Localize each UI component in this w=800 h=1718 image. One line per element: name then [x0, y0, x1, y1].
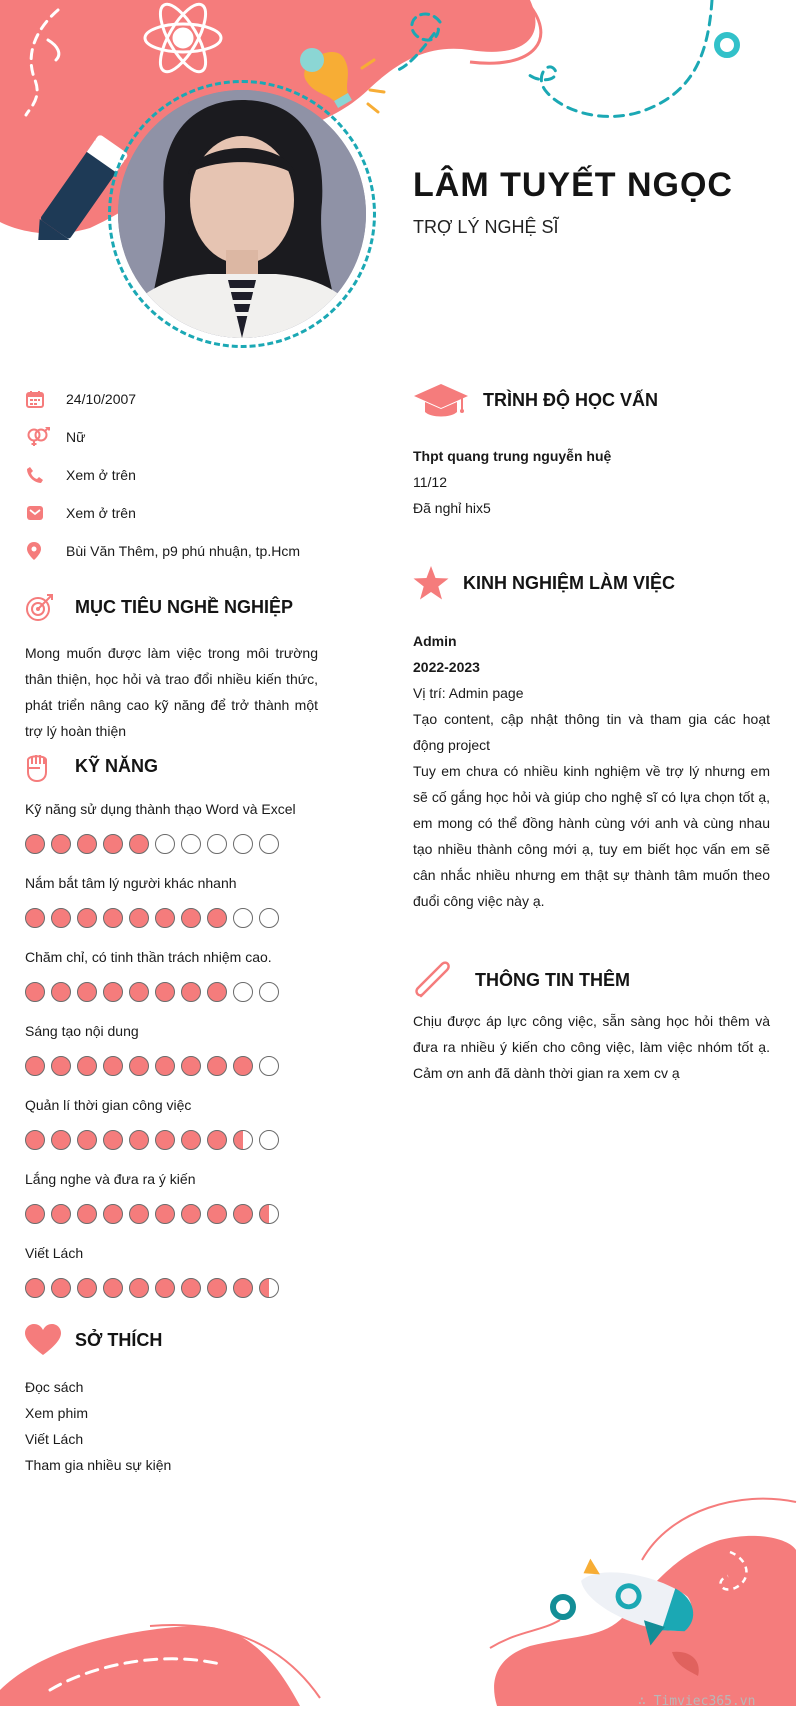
skill-name: Chăm chỉ, có tinh thần trách nhiệm cao. [25, 949, 272, 965]
rating-dot [77, 1056, 97, 1076]
hobby-item: Xem phim [25, 1405, 89, 1421]
contact-birthday [26, 380, 356, 418]
rating-dot [181, 1130, 201, 1150]
rating-dot [103, 1130, 123, 1150]
rating-dot [259, 1130, 279, 1150]
rating-dot [25, 1278, 45, 1298]
education-note: Đã nghỉ hix5 [413, 500, 491, 516]
additional-title: THÔNG TIN THÊM [475, 969, 630, 990]
rating-dot [181, 908, 201, 928]
work-position: Vị trí: Admin page [413, 685, 524, 701]
footer-decoration [0, 1480, 800, 1718]
skill-rating [25, 834, 325, 854]
rating-dot [207, 1056, 227, 1076]
birthday-value: 24/10/2007 [66, 391, 137, 407]
rating-dot [155, 1056, 175, 1076]
rating-dot [77, 1278, 97, 1298]
profile-photo [118, 90, 366, 338]
target-icon [25, 592, 75, 622]
rating-dot [207, 908, 227, 928]
paperclip-icon [413, 960, 475, 1000]
skill-rating [25, 982, 325, 1002]
rating-dot [155, 1130, 175, 1150]
location-icon [26, 541, 66, 561]
rating-dot [103, 834, 123, 854]
education-details [413, 443, 770, 521]
rating-dot [259, 1056, 279, 1076]
skills-title: KỸ NĂNG [75, 755, 159, 776]
additional-text: Chịu được áp lực công việc, sẵn sàng học hỏi thêm và đưa ra nhiều ý kiến cho công việc, làm việc nhóm tốt ạ. Cảm ơn anh đã dành thời gian ra xem cv ạ [413, 1013, 770, 1081]
rating-dot [129, 834, 149, 854]
rating-dot [181, 834, 201, 854]
rating-dot [77, 834, 97, 854]
work-duties: Tạo content, cập nhật thông tin và tham gia các hoạt động project [413, 711, 770, 753]
rating-dot [259, 982, 279, 1002]
education-title: TRÌNH ĐỘ HỌC VẤN [483, 389, 658, 410]
rating-dot [155, 834, 175, 854]
skill-item [25, 1096, 325, 1170]
rating-dot [25, 834, 45, 854]
rating-dot [259, 1204, 279, 1224]
rating-dot [181, 982, 201, 1002]
rating-dot [129, 1056, 149, 1076]
rating-dot [77, 1204, 97, 1224]
skill-item [25, 800, 325, 874]
rating-dot [233, 1278, 253, 1298]
contact-address [26, 532, 356, 570]
phone-value: Xem ở trên [66, 467, 136, 483]
rating-dot [259, 834, 279, 854]
rating-dot [25, 1204, 45, 1224]
education-heading [413, 382, 658, 418]
rating-dot [233, 982, 253, 1002]
rating-dot [259, 1278, 279, 1298]
hobby-item: Tham gia nhiều sự kiện [25, 1457, 172, 1473]
rating-dot [129, 908, 149, 928]
additional-heading [413, 960, 630, 1000]
work-description: Tuy em chưa có nhiều kinh nghiệm về trợ lý nhưng em sẽ cố gắng học hỏi và giúp cho nghệ sĩ có lựa chọn tốt ạ, em mong có thể đồng hành cùng với anh và cùng nhau tạo nhiều thành công mới ạ, tuy em biết học vấn em sẽ cân nhắc nhiều nhưng em thật sự thành tâm muốn theo đuổi công việc này ạ. [413, 763, 770, 909]
skill-item [25, 1244, 325, 1318]
fist-icon [25, 750, 75, 782]
skill-name: Viết Lách [25, 1245, 84, 1261]
rating-dot [155, 1204, 175, 1224]
star-icon [413, 566, 463, 600]
gender-value: Nữ [66, 429, 86, 445]
hobby-item: Đọc sách [25, 1379, 84, 1395]
rating-dot [51, 1204, 71, 1224]
rating-dot [181, 1278, 201, 1298]
rating-dot [207, 834, 227, 854]
rating-dot [233, 834, 253, 854]
company-name: Admin [413, 633, 457, 649]
email-value: Xem ở trên [66, 505, 136, 521]
skill-rating [25, 1056, 325, 1076]
rating-dot [233, 1056, 253, 1076]
skills-heading [25, 750, 158, 782]
rating-dot [155, 1278, 175, 1298]
gender-icon [26, 427, 66, 447]
rating-dot [233, 908, 253, 928]
candidate-name: LÂM TUYẾT NGỌC [413, 166, 733, 204]
address-value: Bùi Văn Thêm, p9 phú nhuận, tp.Hcm [66, 543, 300, 559]
rating-dot [25, 1056, 45, 1076]
hobbies-list [25, 1374, 171, 1478]
hobbies-heading [25, 1324, 162, 1356]
rating-dot [77, 908, 97, 928]
rating-dot [103, 1056, 123, 1076]
skill-name: Nắm bắt tâm lý người khác nhanh [25, 875, 237, 891]
rating-dot [103, 908, 123, 928]
rating-dot [51, 1130, 71, 1150]
rating-dot [129, 982, 149, 1002]
experience-title: KINH NGHIỆM LÀM VIỆC [463, 572, 676, 593]
rating-dot [207, 1204, 227, 1224]
rating-dot [51, 834, 71, 854]
rating-dot [51, 908, 71, 928]
skill-rating [25, 1204, 325, 1224]
contact-info [26, 380, 356, 570]
contact-gender [26, 418, 356, 456]
rating-dot [181, 1056, 201, 1076]
skill-name: Quản lí thời gian công việc [25, 1097, 192, 1113]
experience-heading [413, 566, 675, 600]
rating-dot [233, 1130, 253, 1150]
objective-title: MỤC TIÊU NGHỀ NGHIỆP [75, 596, 294, 617]
work-period: 2022-2023 [413, 659, 480, 675]
rating-dot [207, 1278, 227, 1298]
graduation-cap-icon [413, 382, 483, 418]
hobby-item: Viết Lách [25, 1431, 84, 1447]
rating-dot [207, 982, 227, 1002]
rating-dot [129, 1278, 149, 1298]
watermark: ∴ Timviec365.vn [638, 1694, 756, 1709]
rating-dot [103, 1278, 123, 1298]
phone-icon [26, 466, 66, 484]
rating-dot [155, 908, 175, 928]
skill-rating [25, 908, 325, 928]
skill-item [25, 1170, 325, 1244]
skill-rating [25, 1130, 325, 1150]
rating-dot [129, 1130, 149, 1150]
experience-details [413, 628, 770, 914]
rating-dot [51, 1056, 71, 1076]
contact-phone [26, 456, 356, 494]
email-icon [26, 504, 66, 522]
rating-dot [25, 982, 45, 1002]
heart-icon [25, 1324, 75, 1356]
calendar-icon [26, 390, 66, 408]
contact-email [26, 494, 356, 532]
rating-dot [129, 1204, 149, 1224]
rating-dot [233, 1204, 253, 1224]
school-name: Thpt quang trung nguyễn huệ [413, 448, 612, 464]
rating-dot [51, 1278, 71, 1298]
skill-name: Lắng nghe và đưa ra ý kiến [25, 1171, 196, 1187]
rating-dot [51, 982, 71, 1002]
objective-text: Mong muốn được làm việc trong môi trường thân thiện, học hỏi và trao đổi nhiều kiến thức, phát triển nâng cao kỹ năng để trở thành một trợ lý hoàn thiện [25, 645, 318, 739]
skill-name: Sáng tạo nội dung [25, 1023, 139, 1039]
skill-name: Kỹ năng sử dụng thành thạo Word và Excel [25, 801, 296, 817]
objective-heading [25, 592, 293, 622]
rating-dot [103, 1204, 123, 1224]
skill-item [25, 1022, 325, 1096]
rating-dot [77, 982, 97, 1002]
rating-dot [259, 908, 279, 928]
rating-dot [207, 1130, 227, 1150]
rating-dot [103, 982, 123, 1002]
rating-dot [77, 1130, 97, 1150]
rating-dot [155, 982, 175, 1002]
grade: 11/12 [413, 474, 447, 490]
rating-dot [181, 1204, 201, 1224]
skills-list [25, 800, 325, 1318]
skill-rating [25, 1278, 325, 1298]
rating-dot [25, 908, 45, 928]
skill-item [25, 948, 325, 1022]
skill-item [25, 874, 325, 948]
rating-dot [25, 1130, 45, 1150]
hobbies-title: SỞ THÍCH [75, 1329, 163, 1350]
job-title: TRỢ LÝ NGHỆ SĨ [413, 217, 559, 237]
